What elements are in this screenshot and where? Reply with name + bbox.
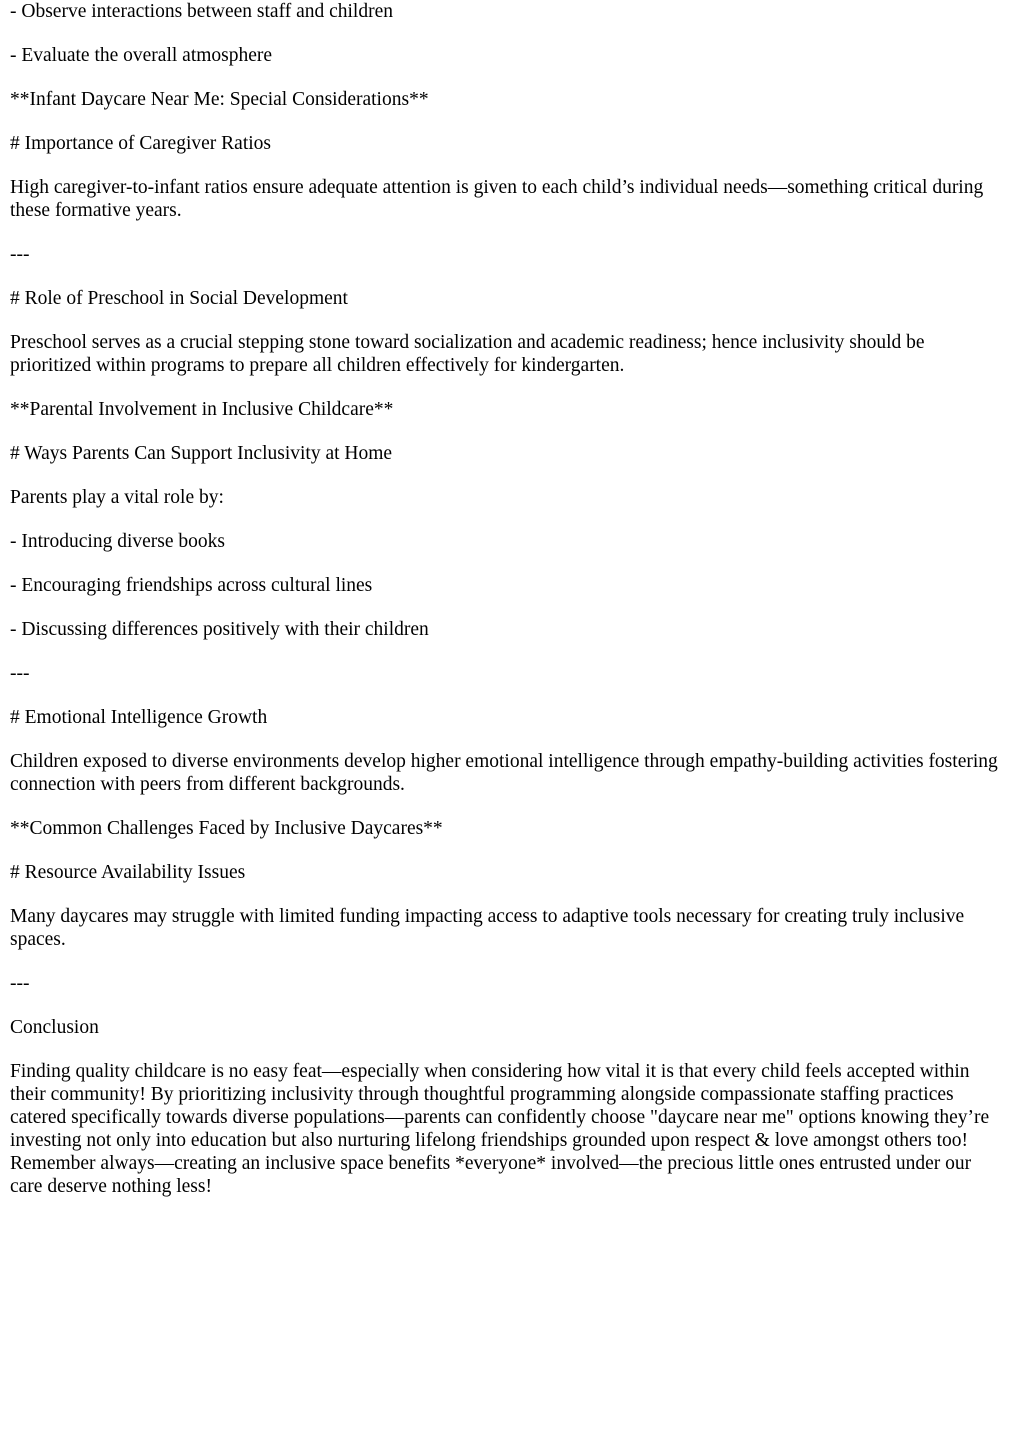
paragraph-conclusion: Finding quality childcare is no easy feat—especially when considering how vital it is that every child feels accepted within their community! By prioritizing inclusivity through thoughtful programming alongside compassionate staffing practices catered specifically towards diverse populations—parents can confidently choose "daycare near me" options knowing they’re investing not only into education but also nurturing lifelong friendships grounded upon respect & love amongst others too! Remember always—creating an inclusive space benefits *everyone* involved—the precious little ones entrusted under our care deserve nothing less! [10, 1061, 990, 1197]
divider-3: --- [10, 973, 30, 994]
subheading-parent-support: # Ways Parents Can Support Inclusivity at Home [10, 443, 393, 464]
divider-2: --- [10, 663, 30, 684]
divider-1: --- [10, 244, 30, 265]
subheading-caregiver-ratios: # Importance of Caregiver Ratios [10, 133, 271, 154]
list-item-diverse-books: - Introducing diverse books [10, 531, 225, 552]
paragraph-parents-role: Parents play a vital role by: [10, 487, 224, 508]
paragraph-emotional-intelligence: Children exposed to diverse environments develop higher emotional intelligence through empathy-building activities fostering connection with peers from different backgrounds. [10, 751, 998, 795]
section-heading-common-challenges: **Common Challenges Faced by Inclusive Daycares** [10, 818, 443, 839]
subheading-emotional-intelligence: # Emotional Intelligence Growth [10, 707, 268, 728]
document-body [10, 0, 1002, 1219]
list-item-friendships: - Encouraging friendships across cultural lines [10, 575, 373, 596]
list-item-observe-interactions: - Observe interactions between staff and children [10, 1, 393, 22]
heading-conclusion: Conclusion [10, 1017, 99, 1038]
subheading-preschool-role: # Role of Preschool in Social Development [10, 288, 348, 309]
paragraph-caregiver-ratios: High caregiver-to-infant ratios ensure adequate attention is given to each child’s individual needs—something critical during these formative years. [10, 177, 984, 221]
paragraph-resource-availability: Many daycares may struggle with limited funding impacting access to adaptive tools necessary for creating truly inclusive spaces. [10, 906, 965, 950]
subheading-resource-availability: # Resource Availability Issues [10, 862, 246, 883]
section-heading-parental-involvement: **Parental Involvement in Inclusive Childcare** [10, 399, 394, 420]
list-item-evaluate-atmosphere: - Evaluate the overall atmosphere [10, 45, 273, 66]
list-item-discussing-differences: - Discussing differences positively with their children [10, 619, 429, 640]
section-heading-infant-daycare: **Infant Daycare Near Me: Special Considerations** [10, 89, 429, 110]
paragraph-preschool-role: Preschool serves as a crucial stepping stone toward socialization and academic readiness; hence inclusivity should be prioritized within programs to prepare all children effectively for kindergarten. [10, 332, 925, 376]
